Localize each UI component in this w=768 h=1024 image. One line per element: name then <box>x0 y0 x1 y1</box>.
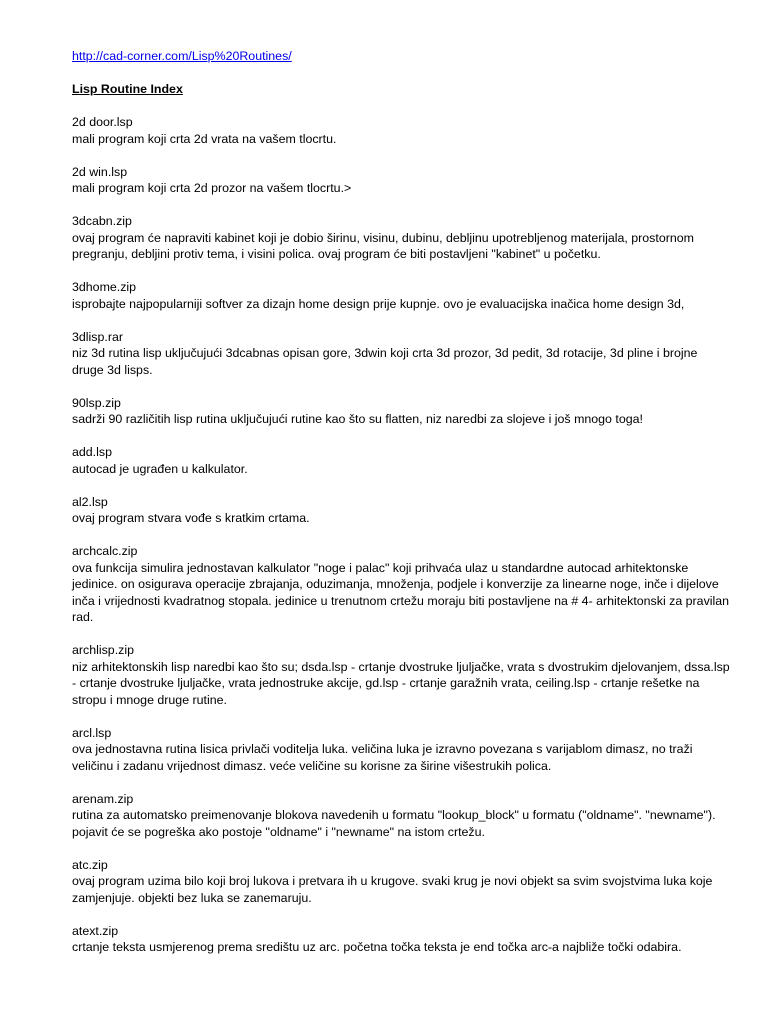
list-item <box>72 791 732 841</box>
document-page <box>72 48 732 972</box>
routine-description: mali program koji crta 2d prozor na vašem tlocrtu.> <box>72 181 352 195</box>
routine-name: archcalc.zip <box>72 544 138 558</box>
page-title: Lisp Routine Index <box>72 82 183 96</box>
routine-description: ovaj program će napraviti kabinet koji je dobio širinu, visinu, dubinu, debljinu upotrebljenog materijala, prostornom pregranju, debljini protiv tema, i visini polica. ovaj program će biti postavljeni "kabinet" u početku. <box>72 230 694 261</box>
list-item <box>72 164 732 197</box>
routine-name: atext.zip <box>72 923 119 938</box>
routine-name: 3dhome.zip <box>72 280 137 294</box>
source-url-link[interactable]: http://cad-corner.com/Lisp%20Routines/ <box>72 49 292 63</box>
routine-description: rutina za automatsko preimenovanje blokova navedenih u formatu "lookup_block" u formatu ("oldname". "newname"). pojavit će se pogreška ako postoje "oldname" i "newname" na istom crtežu. <box>72 808 716 839</box>
routine-name: al2.lsp <box>72 494 108 509</box>
list-item <box>72 329 732 379</box>
list-item <box>72 857 732 907</box>
list-item <box>72 543 732 626</box>
routine-name: arcl.lsp <box>72 725 112 740</box>
routine-description: mali program koji crta 2d vrata na vašem tlocrtu. <box>72 131 337 146</box>
routine-description: ovaj program uzima bilo koji broj lukova i pretvara ih u krugove. svaki krug je novi objekt sa svim svojstvima luka koje zamjenjuje. objekti bez luka se zanemaruju. <box>72 874 713 905</box>
routine-description: sadrži 90 različitih lisp rutina uključujući rutine kao što su flatten, niz naredbi za slojeve i još mnogo toga! <box>72 412 643 426</box>
routine-description: crtanje teksta usmjerenog prema središtu uz arc. početna točka teksta je end točka arc-a najbliže točki odabira. <box>72 940 682 954</box>
routine-description: niz arhitektonskih lisp naredbi kao što su; dsda.lsp - crtanje dvostruke ljuljačke, vrata s dvostrukim djelovanjem, dssa.lsp - crtanje dvostruke ljuljačke, vrata jednostruke akcije, gd.lsp - crtanje garažnih vrata, ceiling.lsp - crtanje rešetke na stropu i mnoge druge rutine. <box>72 659 730 707</box>
routine-name: 90lsp.zip <box>72 395 121 410</box>
routine-name: 2d door.lsp <box>72 115 133 129</box>
routine-name: arenam.zip <box>72 791 134 806</box>
list-item <box>72 279 732 312</box>
routine-name: archlisp.zip <box>72 643 134 657</box>
routine-name: 3dcabn.zip <box>72 214 132 228</box>
list-item <box>72 114 732 147</box>
list-item <box>72 725 732 775</box>
list-item <box>72 395 732 428</box>
routine-description: ova funkcija simulira jednostavan kalkulator "noge i palac" koji prihvaća ulaz u standardne autocad arhitektonske jedinice. on osigurava operacije zbrajanja, oduzimanja, množenja, podjele i konverzije za linearne noge, inče i dijelove inča i vrijednosti kvadratnog stopala. jedinice u trenutnom crtežu moraju biti postavljene na # 4- arhitektonski za pravilan rad. <box>72 560 730 624</box>
routine-description: ovaj program stvara vođe s kratkim crtama. <box>72 511 310 525</box>
routine-name: add.lsp <box>72 445 112 459</box>
list-item <box>72 444 732 477</box>
list-item <box>72 213 732 263</box>
list-item <box>72 923 732 956</box>
list-item <box>72 494 732 527</box>
routine-name: 2d win.lsp <box>72 164 128 179</box>
routine-description: autocad je ugrađen u kalkulator. <box>72 461 248 476</box>
routine-description: ova jednostavna rutina lisica privlači voditelja luka. veličina luka je izravno povezana s varijablom dimasz, no traži veličinu i zadanu vrijednost dimasz. veće veličine su korisne za širine višestrukih polica. <box>72 742 693 773</box>
routine-description: niz 3d rutina lisp uključujući 3dcabnas opisan gore, 3dwin koji crta 3d prozor, 3d pedit, 3d rotacije, 3d pline i brojne druge 3d lisps. <box>72 346 698 377</box>
routine-description: isprobajte najpopularniji softver za dizajn home design prije kupnje. ovo je evaluacijska inačica home design 3d, <box>72 296 685 311</box>
routine-name: atc.zip <box>72 857 108 872</box>
routine-name: 3dlisp.rar <box>72 329 123 344</box>
list-item <box>72 642 732 708</box>
